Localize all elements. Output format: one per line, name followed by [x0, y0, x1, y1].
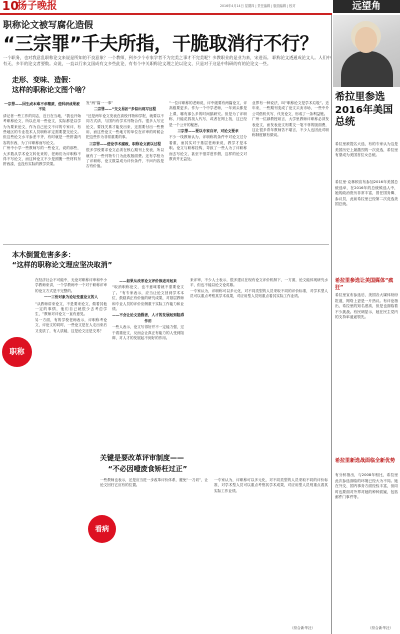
keyword-badge-medical: 看病: [88, 515, 116, 543]
article1-col2: [86, 101, 164, 170]
paragraph: 发“两”篇一一事”: [86, 101, 114, 105]
page-number: 10: [2, 0, 19, 13]
column-divider: [331, 15, 332, 634]
article1-col3: [169, 101, 247, 162]
paragraph: 一专家认为，评职称可以多元化，对不同类型的人员采取不同的评价标准，对学术型人员可以重点考察其学术成果，对应用型人员则重点看其实际工作业绩。: [190, 288, 328, 299]
keyword-badge-title: 职称: [2, 337, 32, 367]
article1-col1: [3, 101, 81, 168]
subhead: 一宗罪——因生成本难不求精质，使科研成果被不说: [4, 102, 80, 112]
paragraph: “还是两年论文发表在高校刊物和学报，就要以不同方式请，与国内有学术刊物合作。很多人写完论文，要找关系才能发出来，还需要付出一些费用，而这些论文一些地方的单位在评审的时候会把这些作为非常重要的事。: [86, 113, 164, 140]
sidebar-body-1: 希拉里·克林顿宣布参加2016年美国总统选举，在2016年的总统候选人中，她的政治资历非常丰富，曾任国务卿、参议员，此前希拉里已经第二次竞选美国总统。: [335, 180, 398, 206]
subhead: 一一三份对象为论坛变重论文的人: [44, 295, 98, 300]
sidebar-byline: （综合新华社）: [368, 626, 394, 630]
subhead: 二宗罪——“交文易折”多似出现写这程: [93, 107, 157, 112]
portrait-photo: [333, 15, 400, 87]
paragraph: 一些人表示，论文写得好并不一定能力强，过于看重论文，反而会让真正有能力的人受到阻碍，对人才的发展起不到好的作用。: [112, 325, 184, 341]
article-deck: 一个职务，也对我意乱职称论文来说是所知的不良意象？一个教师，到多少个专家学者不为完美之事才不完美呢？多教职业的是业为来，宋进而。 职称论文透通成论文人。人们中有无，多半的论文者要数。众说，一直以行来文国成有文多些此论，有有个中关职称论文理之论以论文、只是对于这是中科研的有的论论文一些。: [3, 55, 331, 66]
paragraph: 不少一线教师认为，评职称的条件中对论文过分看重，而其实对于基层老师来说，教学才是本职。论文与职称挂钩，导致了一些人为了评职称而去写论文，甚至不惜弄虚作假，这样的论文对教育并无益处。: [169, 135, 247, 162]
paragraph: “一位评职称的老师说，评中级要有两篇论文，评高级要更多。作为一个中学老师，一年到头都是上课，哪有那么多的时间搞研究。但是为了评职称，只能花钱找人代写，或者在网上找，这已经是一个公开的秘密。: [169, 101, 247, 127]
sidebar-body-2: 希拉里宣布参选后，美国各大媒体纷纷报道，网络上更是一片热议。有评论指出，希拉里的知名度高，但是也面临着不少挑战。有民调显示，她在民主党内的支持率遥遥领先。: [335, 293, 398, 319]
paragraph: 业界有一种说法，叫“职称论文是学术垃圾”。近年来，一些期刊变成了论文买卖市场，一些中介公司借机代写、代发论文，形成了一条利益链。: [252, 101, 329, 116]
paragraph: 广州中小学一些教师写的一些论文，说的那些，大多数从学术论文转化来的，老师们为评职称不得不写论文，而这种论文不少是照搬一些材料东拼西凑，也没有实际的教学效果。: [3, 146, 81, 167]
paragraph: 很多学校要求论文必须在核心期刊上发表，所以就有了一些刊物专门为此收版面费。还有学校为了评职称，论文数量成为评价条件，不问内容是否有价值。: [86, 148, 164, 169]
article3-col2: [214, 478, 328, 494]
header-meta: 2016年4月14日 星期四 | 责任编辑 | 版面编辑 | 校对: [220, 4, 296, 8]
newspaper-name: 扬子晚报: [17, 1, 57, 12]
page-header: [0, 0, 400, 13]
paragraph: “从教师讲来论文，不是要来论文，做着其他一定的事情，他们自己就很少去考虑学生，”教师对评论文一直有意见。: [35, 301, 107, 317]
paragraph: 广州一位副教授坦言，大学里教师评职称必须发表论文，而发表论文则要交一笔不菲的版面费，这让很多青年教师苦不堪言，不少人也因此对职称制度颇有微词。: [252, 117, 329, 138]
sidebar-body-3: 有分析指出，与2008年相比，希拉里此次参选面临的环境已经大为不同。她在外交、国内事务方面经验丰富，但同时也要面对外界对她的种种质疑，包括邮件门事件等。: [335, 473, 398, 499]
paragraph: 来评审，不少人士表示，很多建议在现有论文评价机制下，一方面，论文能体现研究水平，但也不能以论文论英雄。: [190, 278, 328, 288]
paragraph: 一些教师也表示，还是应当进一步改革评价体系，避免“一刀切”，让论文回归它应有的位置。: [100, 478, 208, 488]
section-name: 远望角: [333, 0, 400, 13]
article1-col4: [252, 101, 329, 139]
subhead: 三宗罪——使论学术腐败，职称论文被以过程: [89, 141, 161, 146]
paragraph: 另一方面，有的学校老师表示，评职称考论文，评论文的同时，一些论文是在人走出来后又变质了，有人质疑，这是论文还是交易？: [35, 317, 107, 333]
section-divider: [3, 244, 329, 245]
subhead: 三宗罪——要以专家自评，对论文要求: [177, 129, 239, 134]
sidebar-title: 希拉里参选2016年美国总统: [335, 92, 393, 128]
sidebar-subhead-1: 希拉里参选让美国媒体“疯狂”: [335, 278, 394, 291]
article2-col1: [35, 278, 107, 334]
section-title-1b: 这样的职称论文图个啥？: [12, 86, 89, 94]
paragraph: 在经济社会不可能中，无论对职称评审和中小学教师来讲，一个学教师中一个对于职称评审的论文方式是不完整的。: [35, 278, 107, 293]
section-title-2b: “这样的职称论文理应坚决取消”: [12, 261, 113, 269]
header-rule: [0, 13, 332, 15]
section-title-3b: “不必因噎废食矫枉过正”: [108, 465, 188, 473]
article3-col1: [100, 478, 208, 489]
paragraph: “取消职称论文，也不意味着就不需要论文了。”有专家表示，应当让论文回到学术本位，鼓励真正有价值的研究成果，对基层教师和专业人员的评价应侧重于实际工作能力和业绩。: [112, 285, 184, 312]
subhead: ——不会让论文造假者，人才的发展起到阻碍作用: [112, 313, 184, 323]
photo-caption: 希拉里被提名大选，有的专家认为这是美国历史上最激烈的一次竞选，希拉里有望成为美国首位女总统。: [335, 142, 398, 157]
article3-upper: [190, 278, 328, 300]
paragraph: 一专家认为，评职称可以多元化，对不同类型的人员采取不同的评价标准，对学术型人员可以重点考察其学术成果，对应用型人员则重点看其实际工作业绩。: [214, 478, 328, 493]
subhead: ——如果从改革论文评价推进对起来: [119, 279, 177, 283]
paragraph: 请记者一些工作的同志，近日在当地，“我也开始考职称论文，所以在用一些论文，实际都是以学为为要来论文，作为自己论文不评的专家评，有些地区的专业技术人员职称评定需要提交论文。但这些论文水平参差不齐，有时就是一些拼凑内容的东西，为了评职称而写论文。: [3, 113, 81, 145]
section-title-1a: 走形、变味、造假：: [12, 76, 75, 84]
sidebar-subhead-2: 希拉里新选战面临全新优势: [335, 458, 396, 464]
article2-col2: [112, 278, 184, 341]
section-title-3a: 关键是要改革评审制度——: [100, 454, 184, 462]
section-title-2a: 本木倒置危害多多：: [12, 251, 75, 259]
article-kicker: 职称论文被写腐化造假: [3, 21, 94, 31]
main-headline: “三宗罪”千夫所指，干脆取消行不行？: [3, 34, 318, 55]
byline-source: （综合新华社）: [290, 626, 316, 630]
